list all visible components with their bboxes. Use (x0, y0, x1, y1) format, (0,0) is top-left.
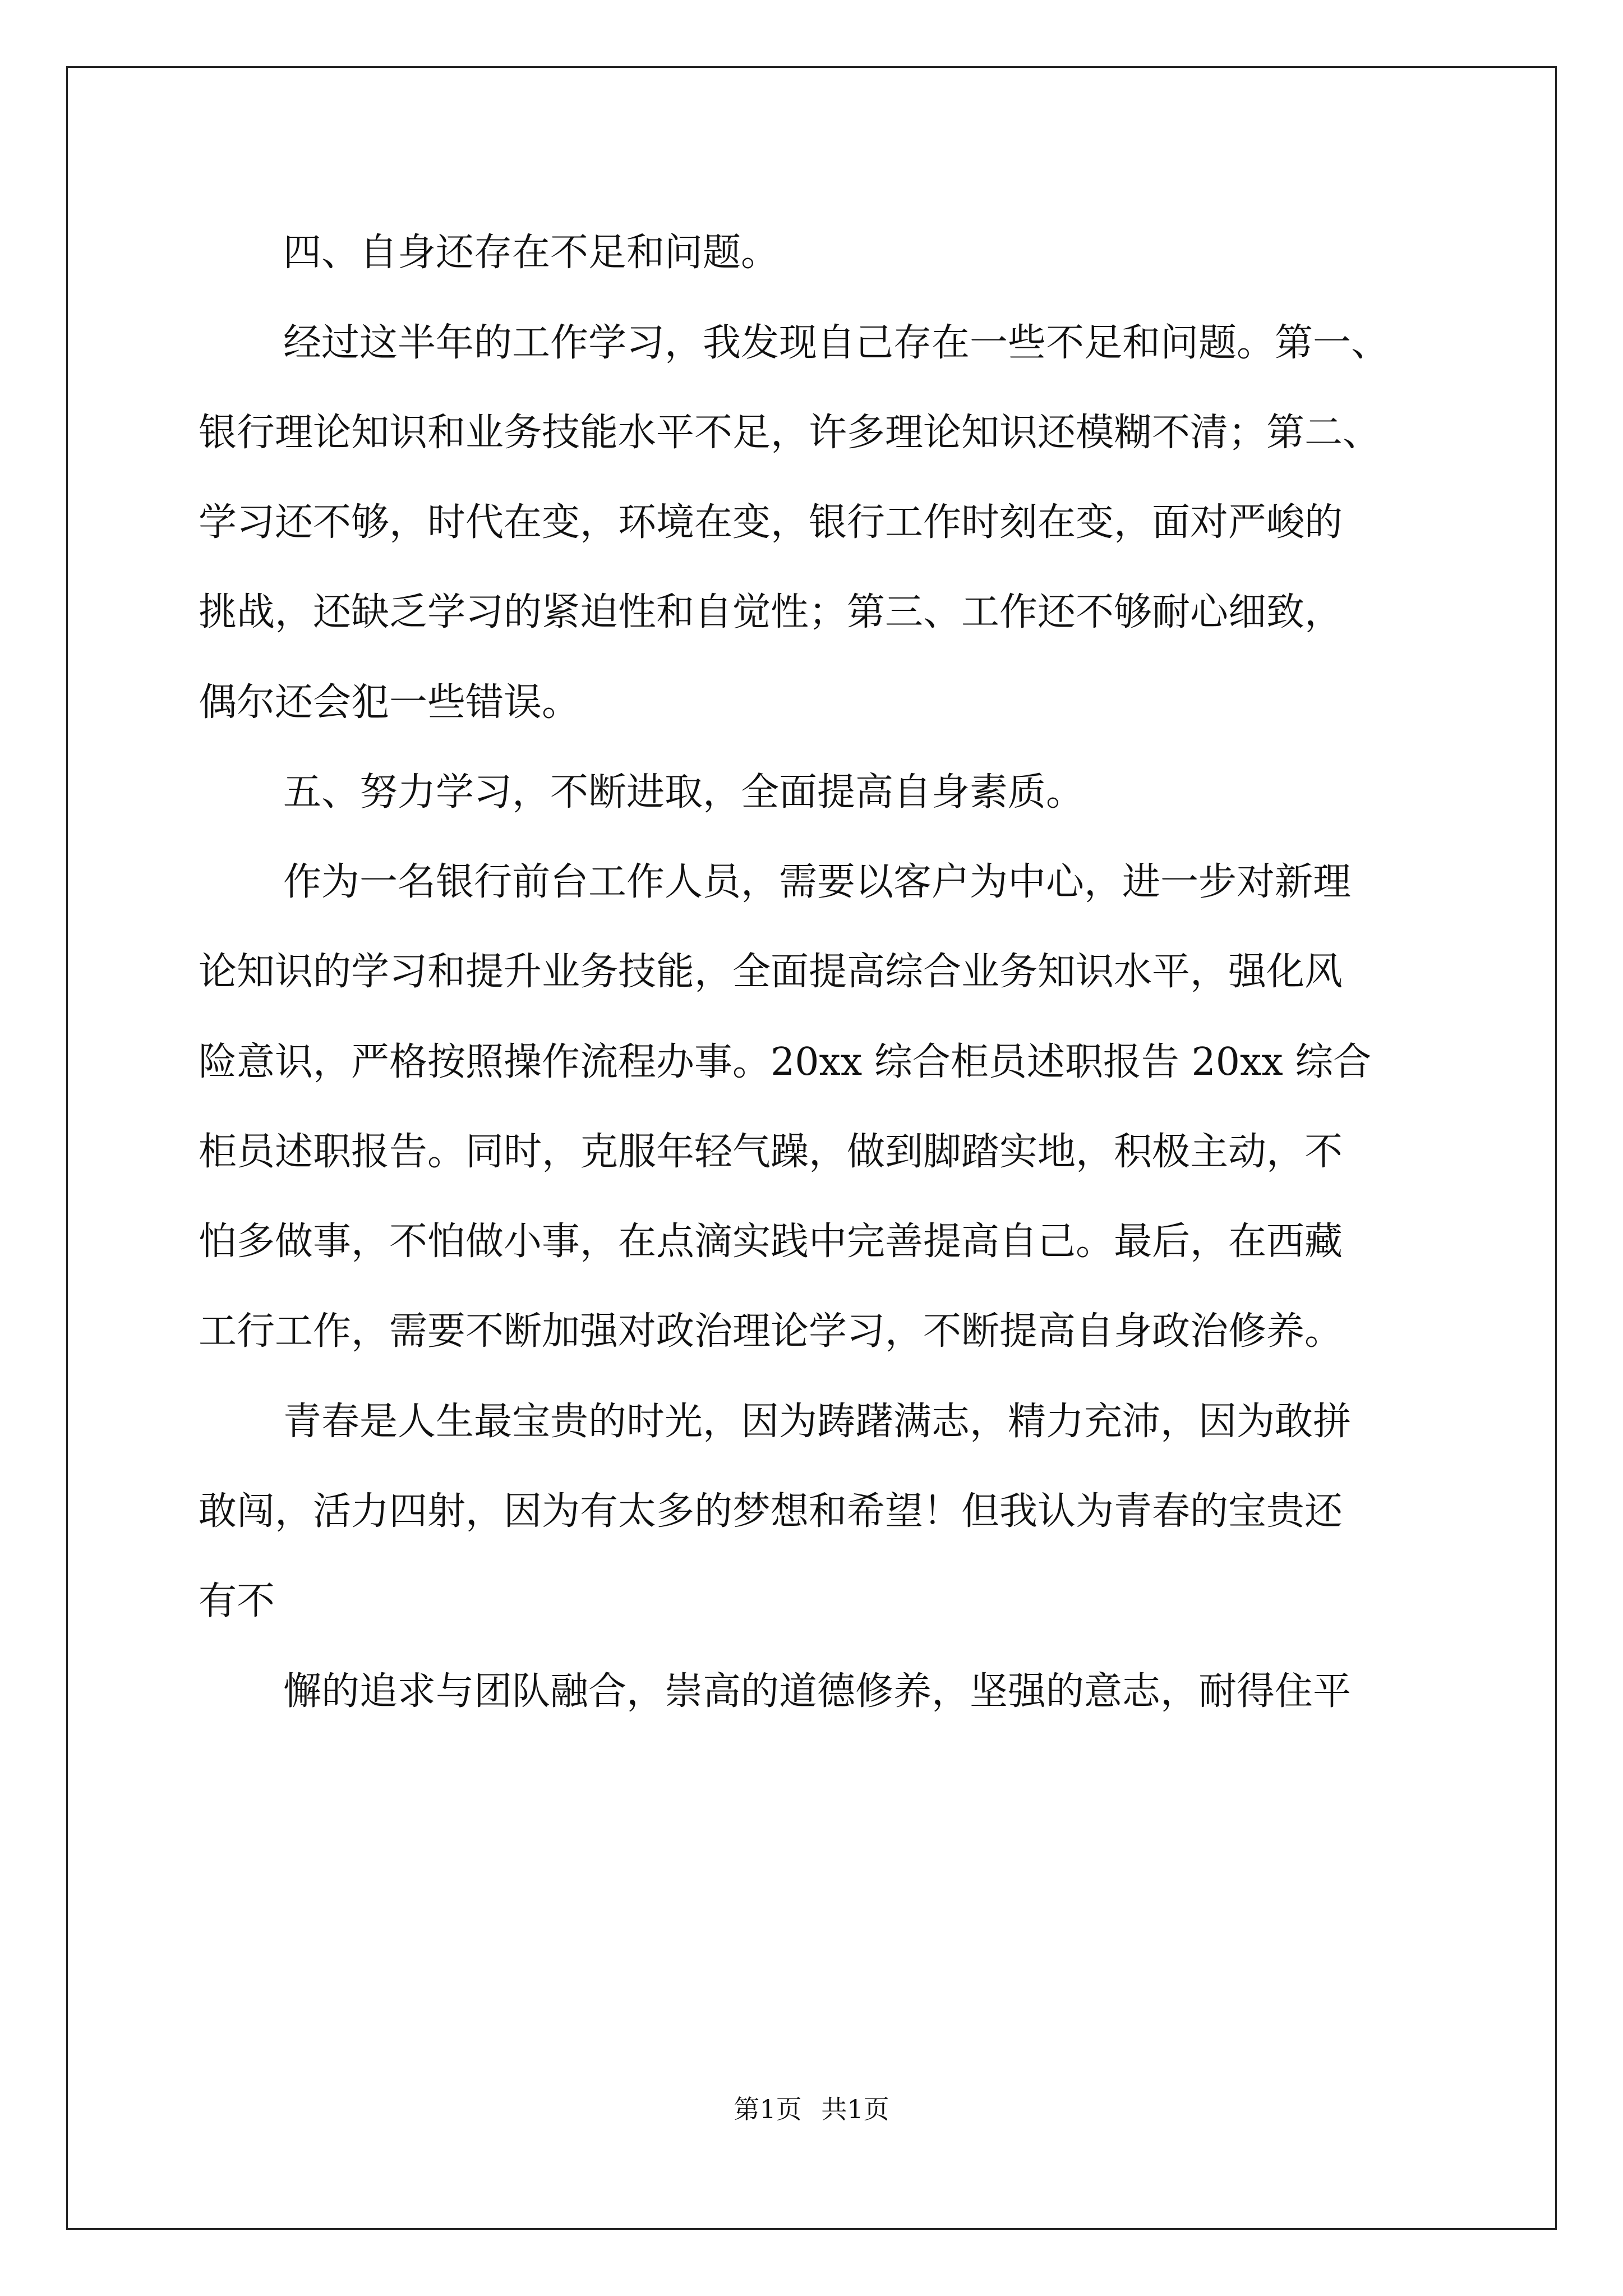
paragraph-line: 柜员述职报告。同时，克服年轻气躁，做到脚踏实地，积极主动，不 (199, 1130, 1343, 1174)
paragraph-line: 作为一名银行前台工作人员，需要以客户为中心，进一步对新理 (283, 860, 1352, 904)
paragraph-line: 银行理论知识和业务技能水平不足，许多理论知识还模糊不清；第二、 (199, 411, 1381, 455)
page-footer (0, 2093, 1623, 2125)
paragraph-line: 有不 (199, 1579, 275, 1623)
section-heading-4: 四、自身还存在不足和问题。 (283, 231, 780, 275)
paragraph-line: 挑战，还缺乏学习的紧迫性和自觉性；第三、工作还不够耐心细致， (199, 590, 1343, 634)
paragraph-line: 学习还不够，时代在变，环境在变，银行工作时刻在变，面对严峻的 (199, 500, 1343, 545)
paragraph-line: 敢闯，活力四射，因为有太多的梦想和希望！但我认为青春的宝贵还 (199, 1489, 1343, 1534)
paragraph-line: 论知识的学习和提升业务技能，全面提高综合业务知识水平，强化风 (199, 950, 1343, 994)
paragraph-line: 青春是人生最宝贵的时光，因为踌躇满志，精力充沛，因为敢拼 (283, 1400, 1352, 1444)
paragraph-line: 经过这半年的工作学习，我发现自己存在一些不足和问题。第一、 (283, 321, 1390, 365)
paragraph-line: 懈的追求与团队融合，崇高的道德修养，坚强的意志，耐得住平 (283, 1669, 1352, 1714)
paragraph-line: 偶尔还会犯一些错误。 (199, 680, 580, 725)
section-heading-5: 五、努力学习，不断进取，全面提高自身素质。 (283, 770, 1085, 815)
page-total: 共1页 (821, 2094, 889, 2124)
paragraph-line: 工行工作，需要不断加强对政治理论学习，不断提高自身政治修养。 (199, 1309, 1343, 1354)
page-number: 第1页 (734, 2094, 802, 2124)
paragraph-line: 险意识，严格按照操作流程办事。20xx 综合柜员述职报告 20xx 综合 (199, 1040, 1372, 1084)
paragraph-line: 怕多做事，不怕做小事，在点滴实践中完善提高自己。最后，在西藏 (199, 1220, 1343, 1264)
